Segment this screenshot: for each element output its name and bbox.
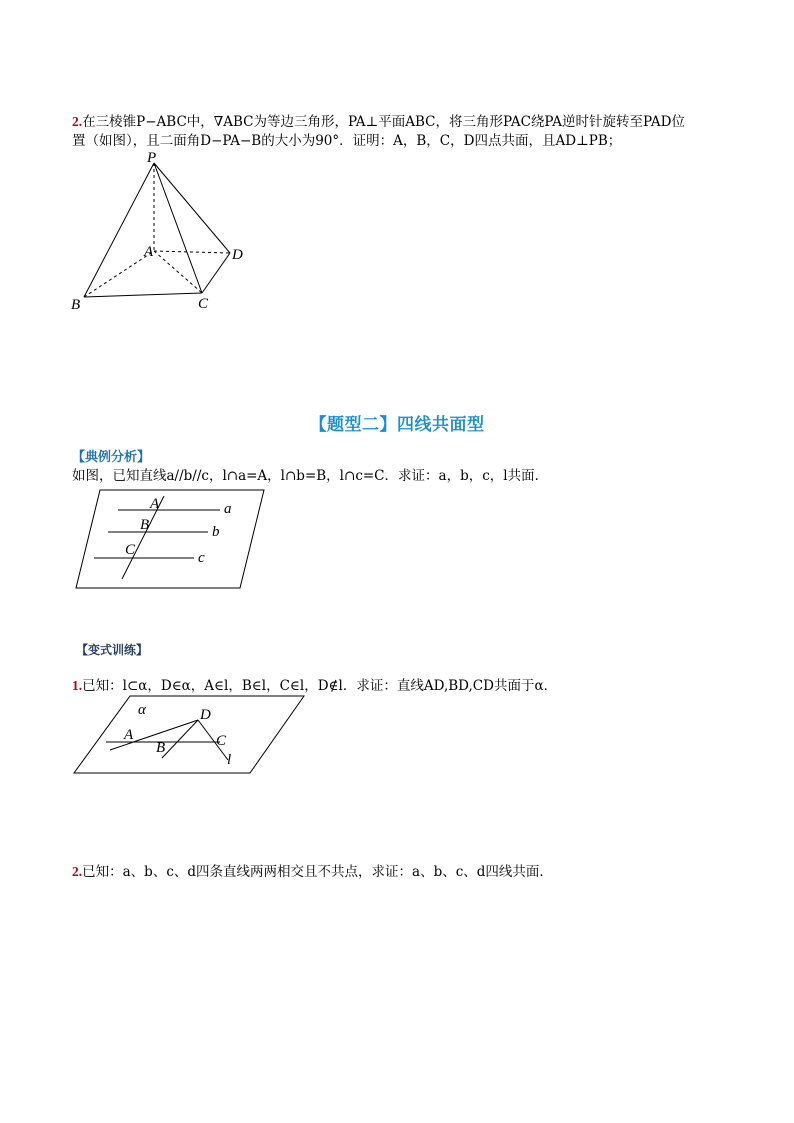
problem-2-line-2: 置（如图），且二面角D−PA−B的大小为90°．证明：A，B，C，D四点共面，且AD⊥PB； (72, 133, 622, 149)
edge-CD (202, 253, 230, 293)
practice-q1-number: 1. (72, 678, 83, 693)
pyramid-figure (60, 145, 280, 315)
label-a: a (224, 501, 232, 517)
practice-heading: 【变式训练】 (76, 643, 149, 657)
label-C: C (125, 542, 136, 558)
edge-AC (154, 251, 202, 293)
plane-outline (76, 490, 264, 588)
label-B: B (140, 517, 150, 533)
label-C: C (198, 296, 209, 312)
problem-number: 2. (72, 114, 83, 129)
problem-2-line-1 (72, 112, 685, 132)
practice-q2-line (72, 862, 553, 882)
label-A: A (150, 496, 160, 512)
practice-q2-text: 已知：a、b、c、d四条直线两两相交且不共点，求证：a、b、c、d四线共面． (82, 864, 553, 880)
label-B: B (156, 740, 166, 756)
label-c: c (198, 550, 205, 566)
label-A: A (144, 244, 154, 260)
edge-PB (84, 163, 154, 297)
label-l: l (227, 752, 232, 768)
plane-alpha-outline (74, 696, 304, 773)
label-A: A (124, 727, 134, 743)
label-D: D (232, 247, 243, 263)
section-title: 【题型二】四线共面型 (309, 415, 485, 435)
edge-PD (154, 163, 230, 253)
label-P: P (147, 150, 157, 166)
label-alpha: α (138, 702, 146, 718)
plane-alpha-figure (70, 692, 310, 778)
parallel-lines-figure (70, 486, 280, 596)
label-b: b (212, 524, 220, 540)
example-heading: 【典例分析】 (72, 450, 151, 465)
edge-BC (84, 293, 202, 297)
edge-AD (154, 251, 230, 253)
problem-2-text-1: 在三棱锥P−ABC中，∇ABC为等边三角形，PA⊥平面ABC，将三角形PAC绕PA逆时针旋转至PAD位 (82, 114, 685, 130)
example-text: 如图，已知直线a//b//c，l∩a=A，l∩b=B，l∩c=C．求证：a，b，c，l共面． (72, 468, 549, 484)
label-B: B (71, 297, 81, 313)
label-C: C (216, 733, 227, 749)
practice-q2-number: 2. (72, 864, 83, 879)
label-D: D (200, 707, 211, 723)
edge-PC (154, 163, 202, 293)
practice-q1-text: 已知：l⊂α，D∈α，A∈l，B∈l，C∈l，D∉l．求证：直线AD,BD,CD共面于α． (82, 678, 558, 694)
